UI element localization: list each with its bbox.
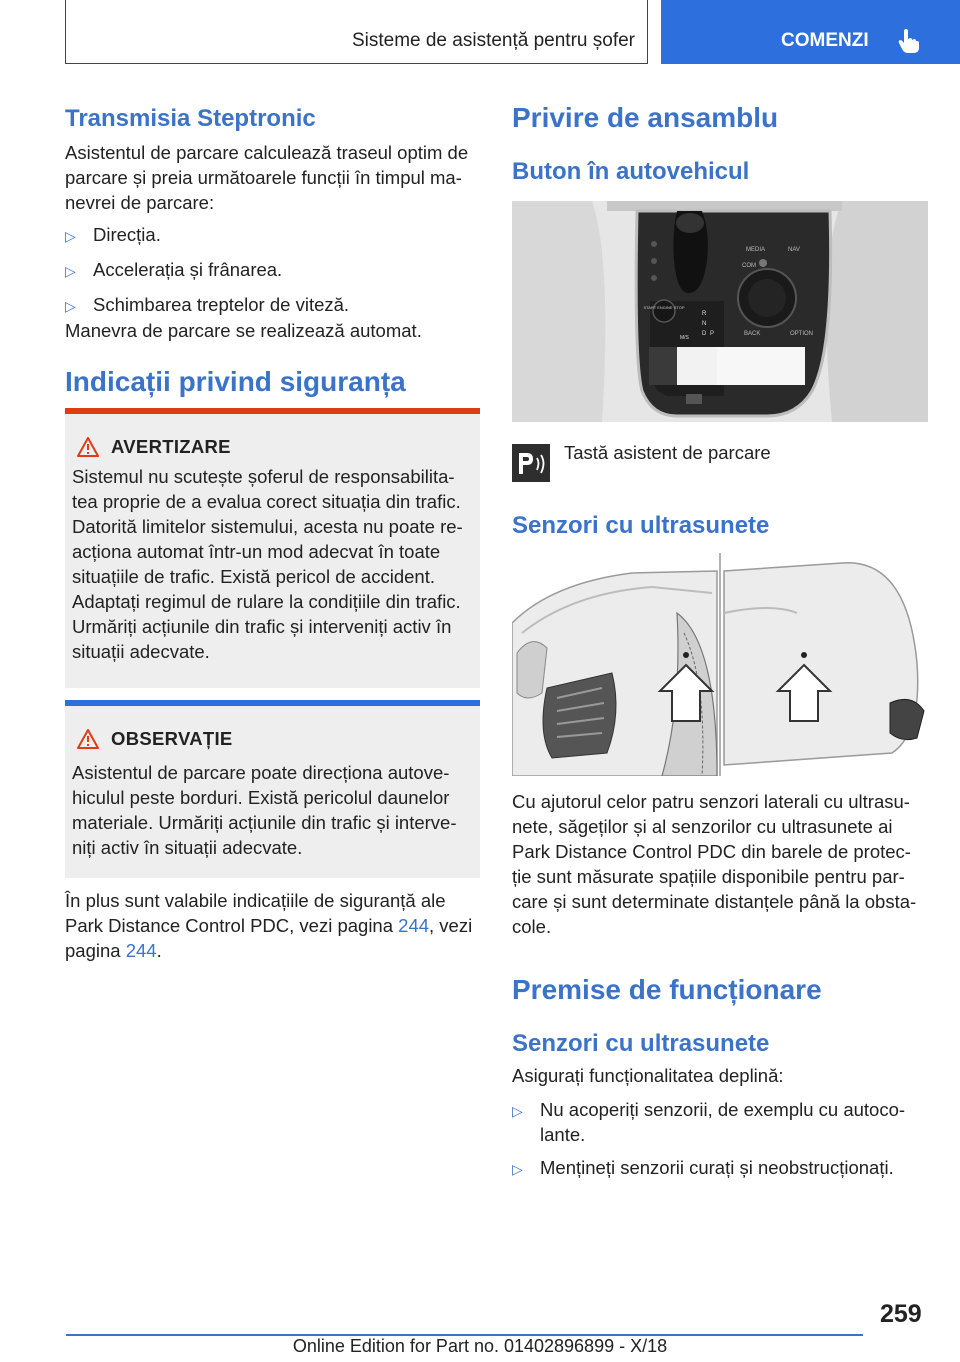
triangle-bullet-icon: ▷: [65, 263, 76, 279]
warning-triangle-icon: [77, 729, 99, 749]
console-option-label: OPTION: [790, 331, 814, 337]
sensors-description: Cu ajutorul celor patru senzori laterali cu ultrasu- nete, săgeților și al senzorilor cu ultrasunete ai Park Distance Control PDC din barele de protec- ție sunt măsurate spațiile disponibile pentru par- care și sunt determinate distanțele până la obsta- cole.: [512, 791, 917, 937]
park-assist-key-icon: [512, 444, 550, 482]
list-item: ▷ Nu acoperiți senzorii, de exemplu cu autoco- lante.: [512, 1099, 906, 1145]
console-gear-p: P: [710, 331, 715, 337]
list-item: ▷ Schimbarea treptelor de viteză.: [65, 292, 480, 319]
console-gear-r: R: [702, 311, 707, 317]
notice-blue-bar: [65, 700, 480, 706]
header-section-title: Sisteme de asistență pentru șofer: [351, 30, 635, 51]
ultrasonic-sensors-image: [512, 553, 928, 776]
list-item: ▷ Mențineți senzorii curați și neobstrucționați.: [512, 1155, 932, 1182]
warning-text: Sistemul nu scutește șoferul de responsabilita- tea proprie de a evalua corect situația din trafic. Datorită limitelor sistemului, acesta nu poate re- acționa automat într-un mod adecvat în toate situațiile de trafic. Există pericol de accident. Adaptați regimul de rulare la condițiile din trafic. Urmăriți acțiunile din trafic și interveniți activ în situații adecvate.: [72, 466, 463, 662]
triangle-bullet-icon: ▷: [65, 228, 76, 244]
warning-title: AVERTIZARE: [111, 436, 231, 457]
pointing-hand-icon[interactable]: [897, 28, 921, 54]
heading-overview: Privire de ansamblu: [512, 102, 779, 133]
center-console-image: [512, 201, 928, 422]
warning-red-bar: [65, 408, 480, 414]
header-nav-tab[interactable]: [661, 0, 960, 64]
console-start-stop-label: START ENGINE STOP: [643, 305, 685, 310]
heading-sensors: Senzori cu ultrasunete: [512, 512, 770, 539]
console-gear-n: N: [702, 321, 707, 327]
ensure-text: Asigurați funcționalitatea deplină:: [512, 1065, 784, 1086]
console-com-label: COM: [742, 263, 756, 269]
notice-text: Asistentul de parcare poate direcționa autove- hiculul peste borduri. Există pericolul daunelor materiale. Urmăriți acțiunile din trafic și interve- niți activ în situații adecvate.: [72, 762, 457, 858]
footer-edition: Online Edition for Part no. 01402896899 - X/18: [292, 1336, 668, 1356]
console-gear-d: D: [702, 331, 707, 337]
notice-title: OBSERVAȚIE: [111, 728, 233, 749]
auto-maneuver-text: Manevra de parcare se realizează automat.: [65, 320, 422, 341]
page-number: 259: [880, 1300, 922, 1328]
list-item: ▷ Direcția.: [65, 222, 480, 249]
also-valid-text: În plus sunt valabile indicațiile de siguranță ale Park Distance Control PDC, vezi pagina 244, vezi pagina 244.: [65, 890, 473, 961]
intro-text: Asistentul de parcare calculează traseul optim de parcare și preia următoarele funcții în timpul ma-nevrei de parcare:: [65, 142, 469, 213]
console-nav-label: NAV: [788, 247, 800, 253]
notice-box: [65, 700, 480, 878]
heading-sensors-2: Senzori cu ultrasunete: [512, 1030, 770, 1057]
header-section-box: [65, 0, 648, 64]
triangle-bullet-icon: ▷: [65, 298, 76, 314]
page-link-244[interactable]: 244: [125, 940, 157, 961]
header-nav-label[interactable]: COMENZI: [781, 30, 869, 51]
key-caption: Tastă asistent de parcare: [564, 442, 771, 463]
triangle-bullet-icon: ▷: [512, 1161, 523, 1177]
prereq-list: [512, 1097, 932, 1182]
console-ms-label: M/S: [680, 335, 689, 341]
warning-box: [65, 408, 480, 688]
warning-title-row: [77, 436, 231, 458]
console-back-label: BACK: [744, 331, 761, 337]
heading-prerequisites: Premise de funcționare: [512, 974, 822, 1005]
page-link-244[interactable]: 244: [398, 915, 430, 936]
heading-steptronic: Transmisia Steptronic: [65, 105, 316, 132]
notice-title-row: [77, 728, 233, 750]
warning-triangle-icon: [77, 437, 99, 457]
console-media-label: MEDIA: [746, 247, 766, 253]
heading-button: Buton în autovehicul: [512, 158, 750, 185]
heading-safety: Indicații privind siguranța: [65, 366, 406, 397]
function-list: [65, 222, 480, 319]
triangle-bullet-icon: ▷: [512, 1103, 523, 1119]
list-item: ▷ Accelerația și frânarea.: [65, 257, 480, 284]
